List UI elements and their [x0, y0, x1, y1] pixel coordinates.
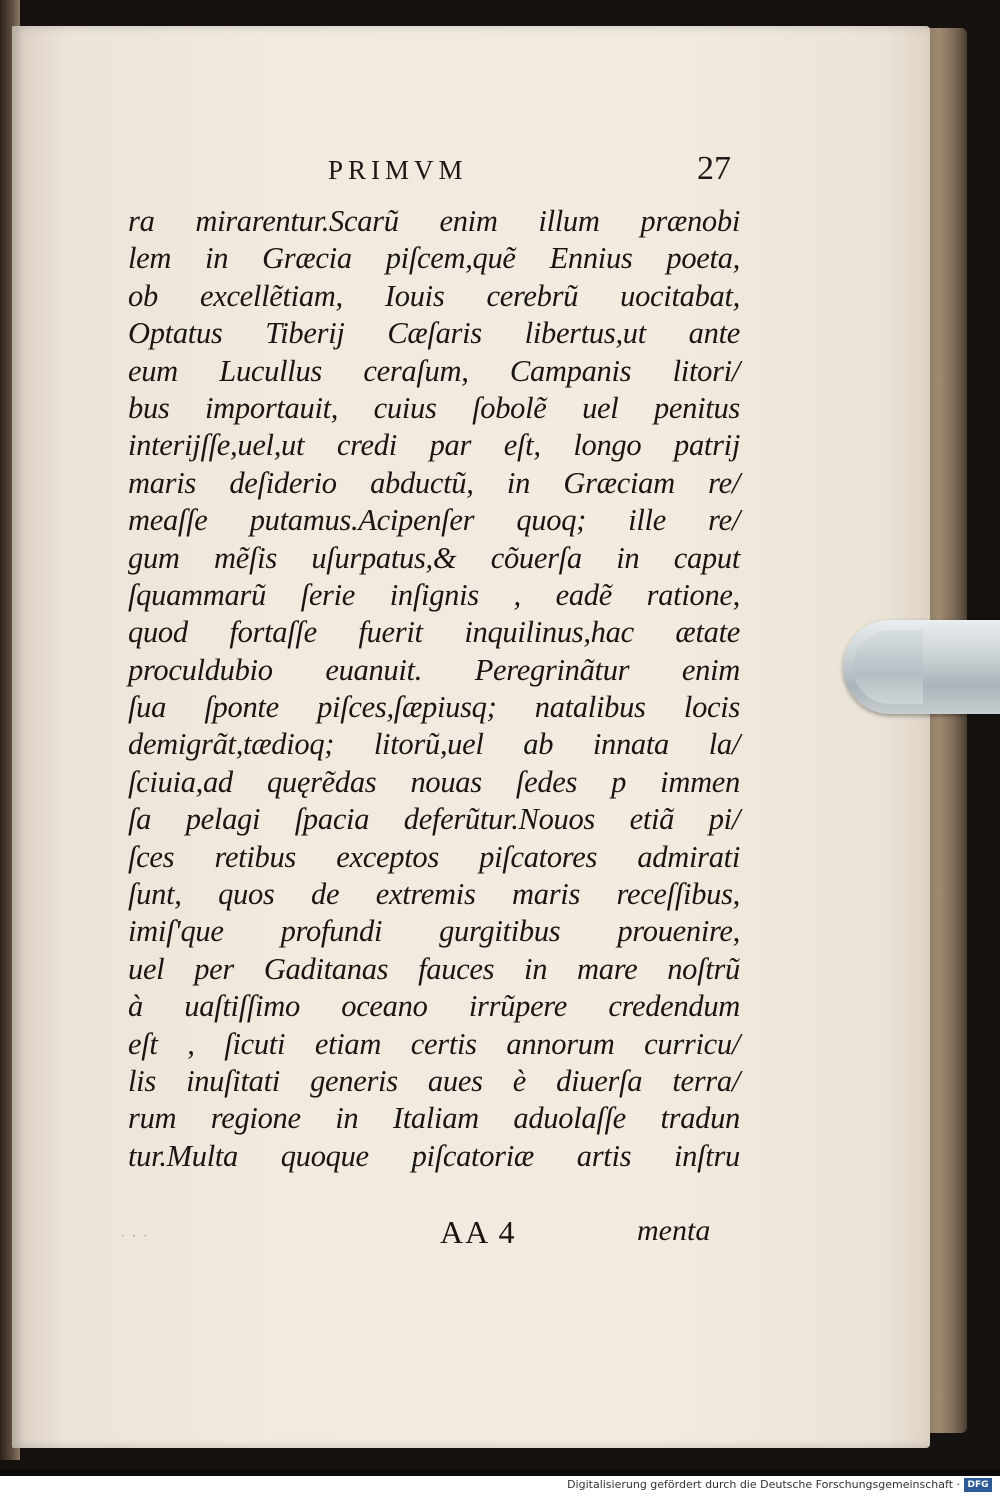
text-line-13: proculdubio euanuit. Peregrinãtur enim: [128, 652, 740, 687]
text-line-11: ſquammarũ ſerie inſignis , eadẽ ratione,: [128, 577, 740, 612]
text-line-15: demigrãt,tædioq; litorũ,uel ab innata la/: [128, 727, 740, 762]
text-line-22: à uaſtiſſimo oceano irrũpere credendum: [128, 989, 740, 1024]
text-line-3: ob excellẽtiam, Iouis cerebrũ uocitabat,: [128, 278, 740, 313]
faint-offset-mark: · · ·: [120, 1228, 149, 1245]
text-line-24: lis inuſitati generis aues è diuerſa terra/: [128, 1063, 740, 1098]
text-line-18: ſces retibus exceptos piſcatores admirati: [128, 839, 740, 874]
page-clip-highlight: [853, 630, 923, 704]
text-block: [128, 203, 740, 1175]
text-line-10: gum mẽſis uſurpatus,& cõuerſa in caput: [128, 540, 740, 575]
text-line-17: ſa pelagi ſpacia deferũtur.Nouos etiã pi/: [128, 802, 740, 837]
credit-text: Digitalisierung gefördert durch die Deutsche Forschungsgemeinschaft ·: [567, 1478, 960, 1491]
text-line-23: eſt , ſicuti etiam certis annorum curricu/: [128, 1026, 740, 1061]
text-line-19: ſunt, quos de extremis maris receſſibus,: [128, 877, 740, 912]
text-line-12: quod fortaſſe fuerit inquilinus,hac ætate: [128, 615, 740, 650]
text-line-5: eum Lucullus ceraſum, Campanis litori/: [128, 353, 740, 388]
catchword: menta: [637, 1214, 711, 1247]
text-line-8: maris deſiderio abductũ, in Græciam re/: [128, 465, 740, 500]
text-line-1: ra mirarentur.Scarũ enim illum prænobi: [128, 204, 740, 238]
text-line-9: meaſſe putamus.Acipenſer quoq; ille re/: [128, 503, 740, 538]
dfg-logo-icon: DFG: [964, 1478, 992, 1492]
text-line-7: interijſſe,uel,ut credi par eſt, longo patrij: [128, 428, 740, 463]
text-line-21: uel per Gaditanas fauces in mare noſtrũ: [128, 951, 740, 986]
text-line-26: tur.Multa quoque piſcatoriæ artis inſtru: [128, 1138, 740, 1173]
page-number: 27: [697, 150, 731, 187]
signature-mark: AA 4: [440, 1214, 517, 1250]
text-line-2: lem in Græcia piſcem,quẽ Ennius poeta,: [128, 241, 740, 276]
text-line-20: imiſ'que profundi gurgitibus prouenire,: [128, 914, 740, 949]
running-head: PRIMVM: [328, 155, 468, 185]
text-line-25: rum regione in Italiam aduolaſſe tradun: [128, 1101, 740, 1136]
text-line-16: ſciuia,ad quęrẽdas nouas ſedes p immen: [128, 764, 740, 799]
text-line-4: Optatus Tiberij Cæſaris libertus,ut ante: [128, 316, 740, 351]
text-line-6: bus importauit, cuius ſobolẽ uel penitus: [128, 390, 740, 425]
text-line-14: ſua ſponte piſces,ſæpiusq; natalibus locis: [128, 690, 740, 725]
